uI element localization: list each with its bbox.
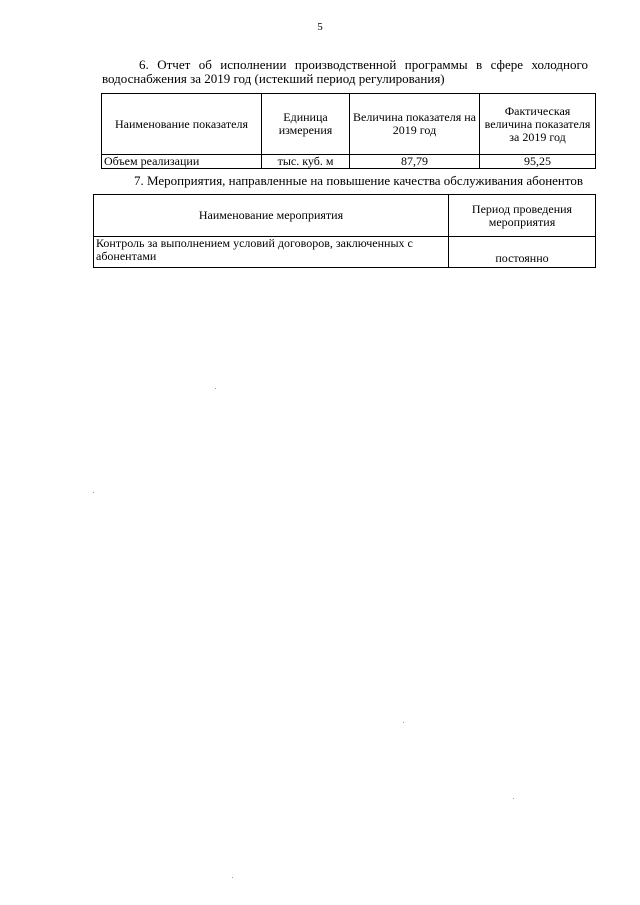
column-header-measure-name: Наименование мероприятия <box>94 195 449 237</box>
cell-measure-name: Контроль за выполнением условий договоров, заключенных с абонентами <box>94 237 449 268</box>
service-quality-measures-table <box>93 194 596 268</box>
section-6-heading <box>102 58 588 86</box>
cell-unit: тыс. куб. м <box>262 155 350 169</box>
cell-indicator-name: Объем реализации <box>102 155 262 169</box>
scan-speck <box>403 722 404 723</box>
table-header-row <box>102 94 596 155</box>
section-7-heading: 7. Мероприятия, направленные на повышение качества обслуживания абонентов <box>134 173 584 188</box>
scan-speck <box>513 798 514 799</box>
cell-actual-value: 95,25 <box>480 155 596 169</box>
column-header-unit: Единица измерения <box>262 94 350 155</box>
production-program-report-table <box>101 93 596 169</box>
table-row <box>102 155 596 169</box>
column-header-actual-value: Фактическая величина показателя за 2019 год <box>480 94 596 155</box>
page-number: 5 <box>317 21 323 33</box>
scan-speck <box>232 877 233 878</box>
section-6-heading-line-2: водоснабжения за 2019 год (истекший период регулирования) <box>102 71 445 86</box>
cell-period: постоянно <box>449 237 596 268</box>
scan-speck <box>215 388 216 389</box>
column-header-indicator-name: Наименование показателя <box>102 94 262 155</box>
column-header-period: Период проведения мероприятия <box>449 195 596 237</box>
column-header-planned-value: Величина показателя на 2019 год <box>350 94 480 155</box>
section-6-heading-line-1: 6. Отчет об исполнении производственной программы в сфере холодного <box>139 57 588 72</box>
table-row <box>94 237 596 268</box>
scan-speck <box>93 492 94 493</box>
table-header-row <box>94 195 596 237</box>
cell-planned-value: 87,79 <box>350 155 480 169</box>
